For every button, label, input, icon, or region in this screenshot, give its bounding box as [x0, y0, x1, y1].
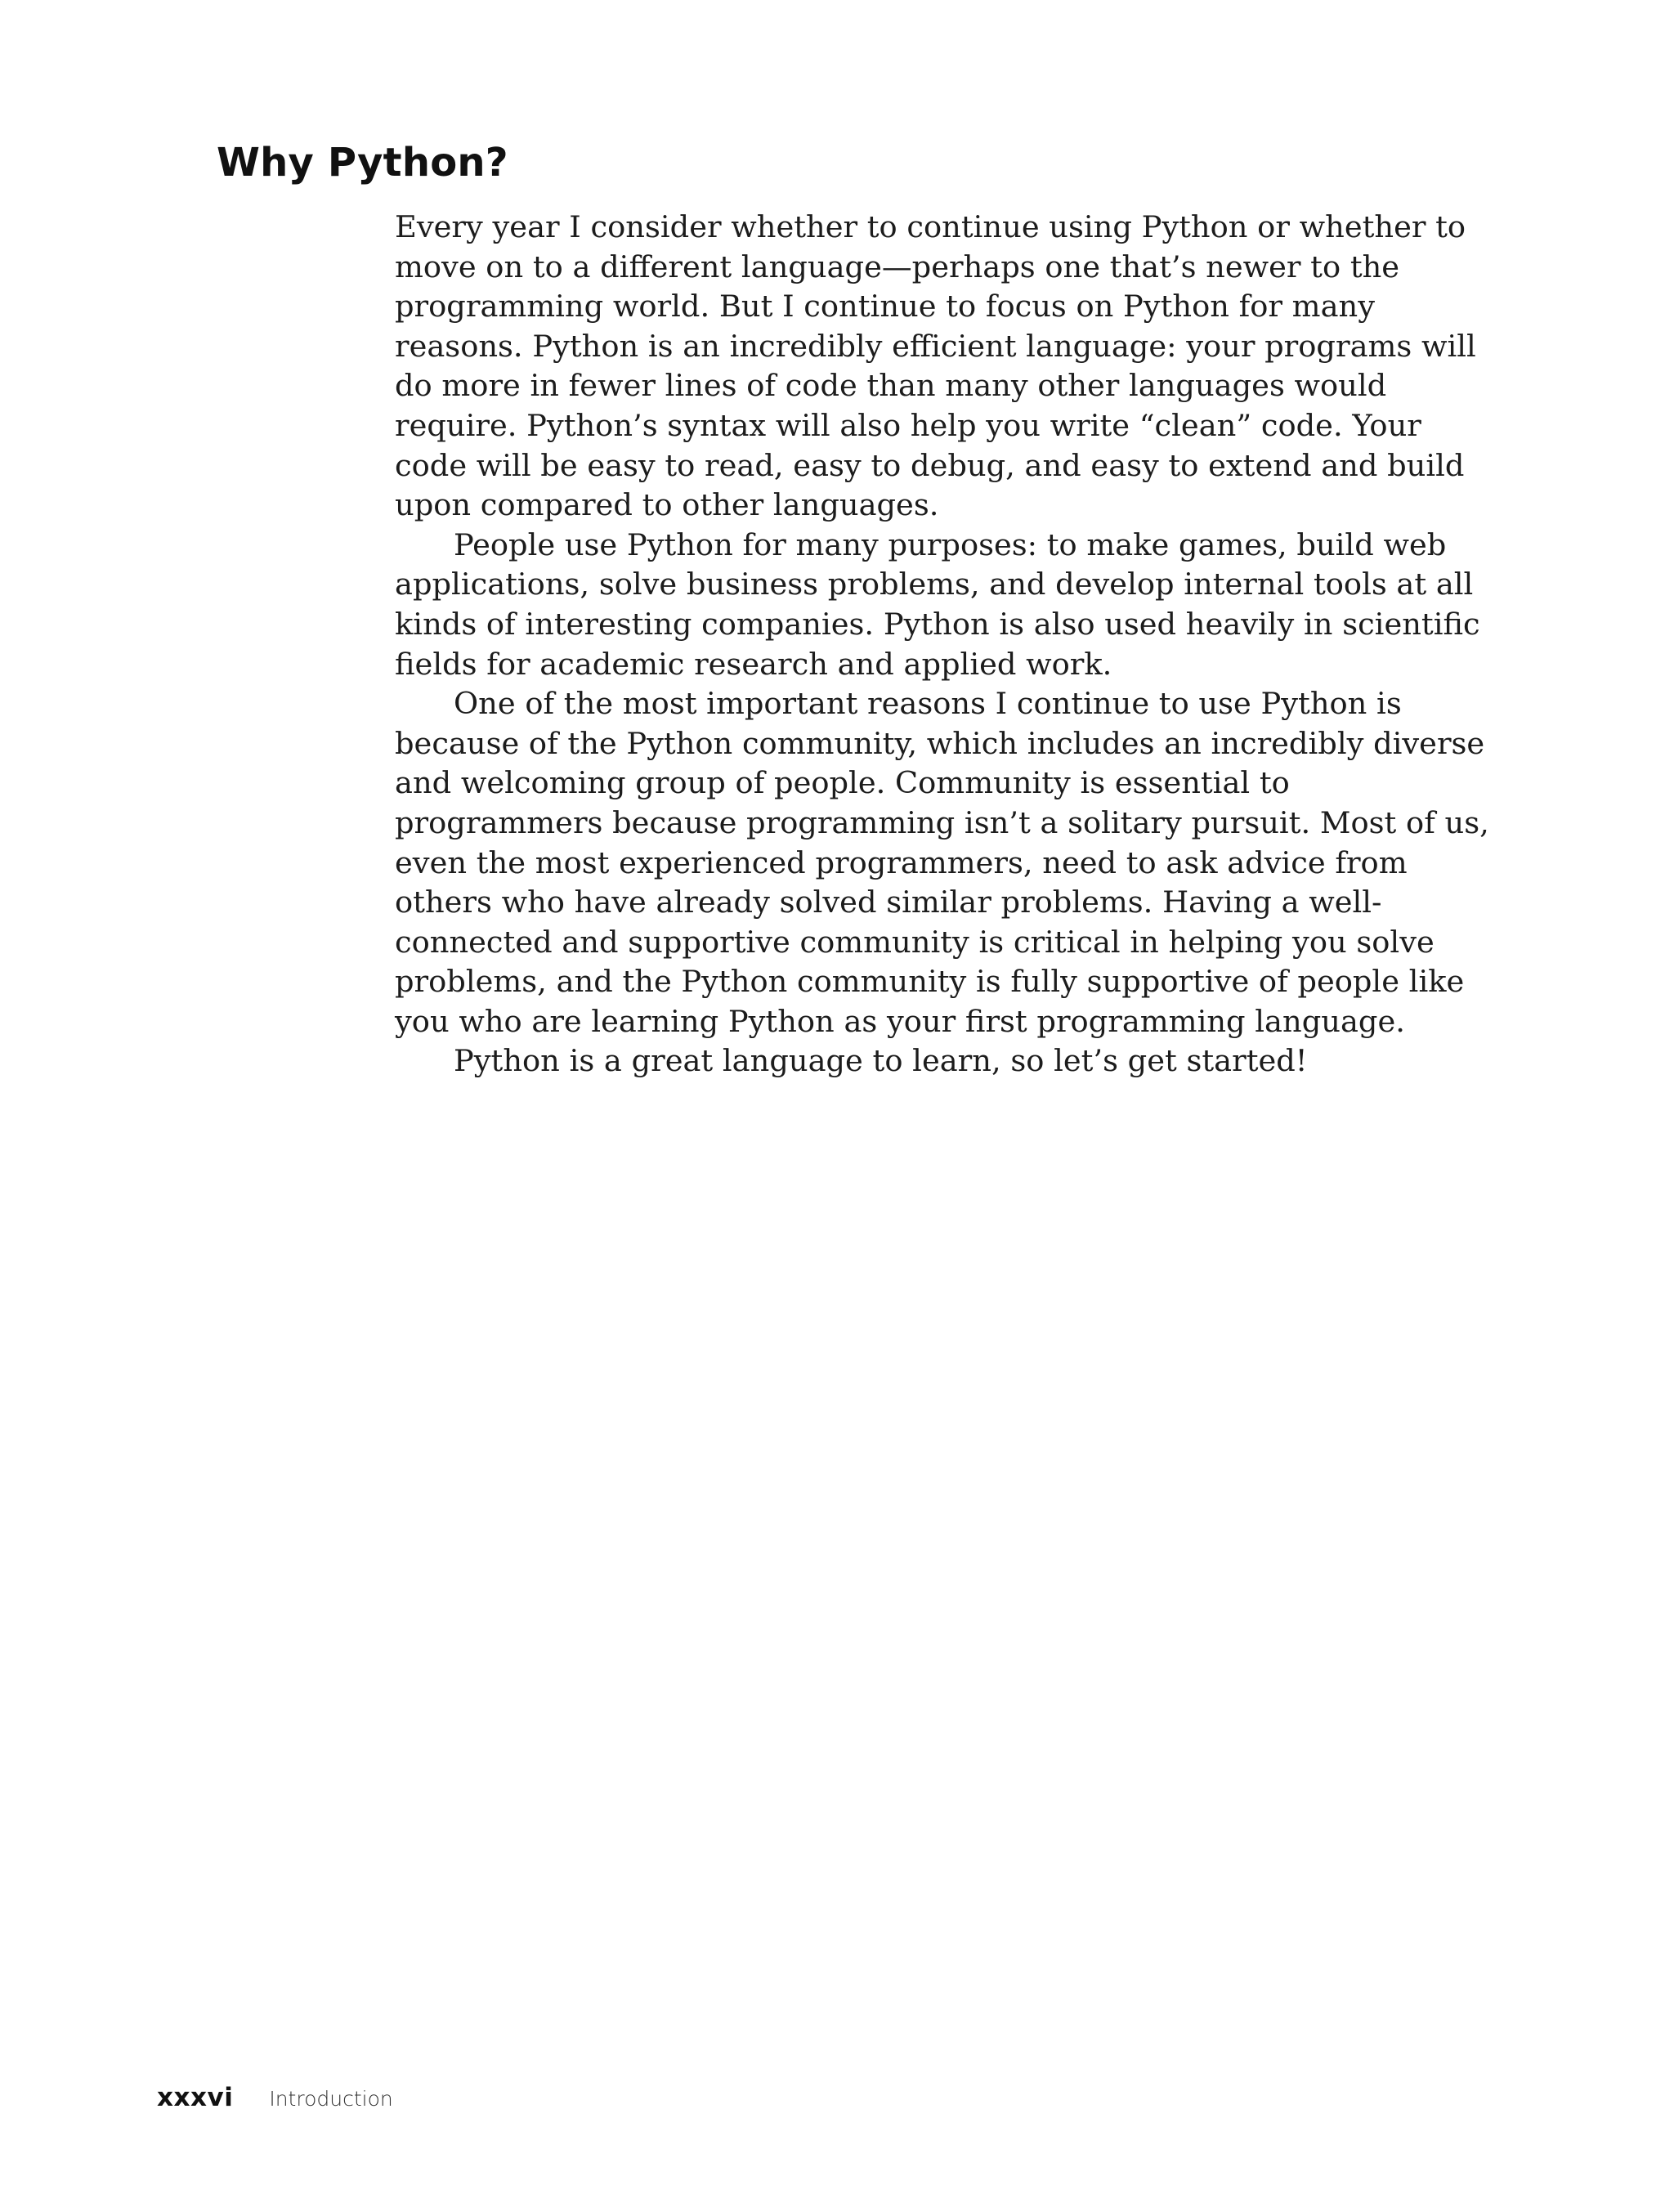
paragraph-4: Python is a great language to learn, so let’s get started!	[454, 1043, 1308, 1079]
body-text	[395, 208, 1490, 1081]
paragraph-2: People use Python for many purposes: to make games, build web applications, solve business problems, and develop internal tools at all kinds of interesting companies. Python is also used heavily in scientific fields for academic research and applied work.	[395, 526, 1480, 682]
page-number: xxxvi	[157, 2083, 234, 2112]
page-footer	[157, 2083, 393, 2112]
running-title: Introduction	[269, 2087, 393, 2111]
paragraph-1: Every year I consider whether to continue using Python or whether to move on to a different language—perhaps one that’s newer to the programming world. But I continue to focus on Python for many reasons. Python is an incredibly efficient language: your programs will do more in fewer lines of code than many other languages would require. Python’s syntax will also help you write “clean” code. Your code will be easy to read, easy to debug, and easy to extend and build upon compared to other languages.	[395, 209, 1476, 523]
paragraph-3: One of the most important reasons I continue to use Python is because of the Python community, which includes an incredibly diverse and welcoming group of people. Community is essential to programmers because programming isn’t a solitary pursuit. Most of us, even the most experienced programmers, need to ask advice from others who have already solved similar problems. Having a well-connected and supportive community is critical in helping you solve problems, and the Python community is fully supportive of people like you who are learning Python as your first programming language.	[395, 686, 1489, 1039]
section-heading: Why Python?	[217, 140, 508, 186]
